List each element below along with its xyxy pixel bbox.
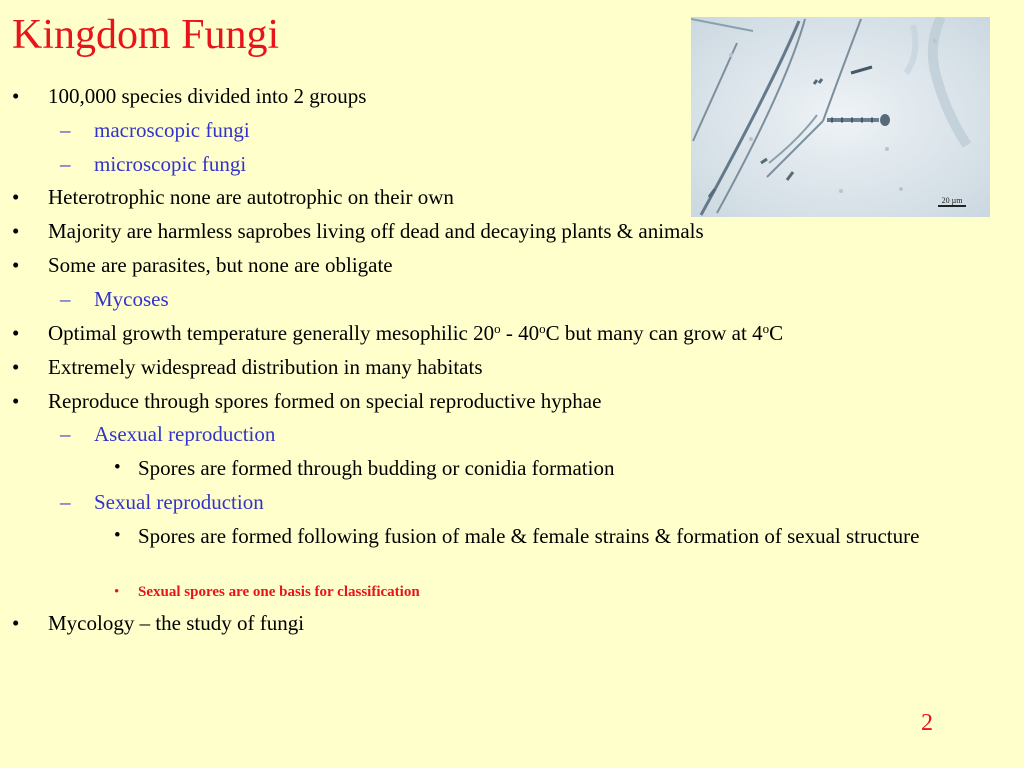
subbullet-text: Sexual reproduction (94, 490, 264, 514)
bullet-text: Majority are harmless saprobes living off dead and decaying plants & animals (48, 219, 704, 243)
temperature-text-2: - 40 (500, 321, 540, 345)
bullet-text: Some are parasites, but none are obligate (48, 253, 393, 277)
bullet-text: Mycology – the study of fungi (48, 611, 305, 635)
bullet-text: Extremely widespread distribution in many habitats (48, 355, 483, 379)
scale-bar (938, 205, 966, 207)
bullet-marker: • (12, 84, 20, 108)
temperature-text-1: Optimal growth temperature generally mesophilic 20 (48, 321, 495, 345)
bullet-marker: • (114, 525, 121, 546)
dash-marker: – (60, 490, 71, 514)
temperature-text-4: C (769, 321, 784, 345)
bullet-marker: • (12, 185, 20, 209)
degree-superscript: o (539, 321, 546, 336)
bullet-text: Heterotrophic none are autotrophic on their own (48, 185, 454, 209)
bullet-marker: • (114, 457, 121, 478)
degree-superscript: o (494, 321, 501, 336)
dash-marker: – (60, 422, 71, 446)
slide-title: Kingdom Fungi (12, 12, 280, 58)
fungal-hyphae-micrograph (691, 17, 990, 217)
subsubbullet-text: Sexual spores are one basis for classification (138, 584, 420, 600)
subsubbullet-text: Spores are formed through budding or conidia formation (138, 456, 615, 480)
subsubbullet-text: Spores are formed following fusion of male & female strains & formation of sexual structure (138, 524, 920, 548)
bullet-marker: • (12, 219, 20, 243)
scale-bar-label: 20 µm (941, 196, 963, 205)
temperature-text-3: C but many can grow at 4 (545, 321, 763, 345)
bullet-marker: • (12, 321, 20, 345)
bullet-marker: • (12, 253, 20, 277)
page-number: 2 (921, 710, 933, 736)
dash-marker: – (60, 152, 71, 176)
subbullet-text: Mycoses (94, 287, 169, 311)
bullet-text: 100,000 species divided into 2 groups (48, 84, 367, 108)
subbullet-text: macroscopic fungi (94, 118, 250, 142)
subbullet-text: Asexual reproduction (94, 422, 276, 446)
bullet-marker: • (12, 389, 20, 413)
subbullet-text: microscopic fungi (94, 152, 247, 176)
bullet-text: Reproduce through spores formed on special reproductive hyphae (48, 389, 602, 413)
bullet-marker: • (12, 611, 20, 635)
dash-marker: – (60, 287, 71, 311)
bullet-marker: • (114, 584, 120, 600)
bullet-marker: • (12, 355, 20, 379)
degree-superscript: o (762, 321, 770, 336)
dash-marker: – (60, 118, 71, 142)
bullet-text (48, 319, 783, 347)
